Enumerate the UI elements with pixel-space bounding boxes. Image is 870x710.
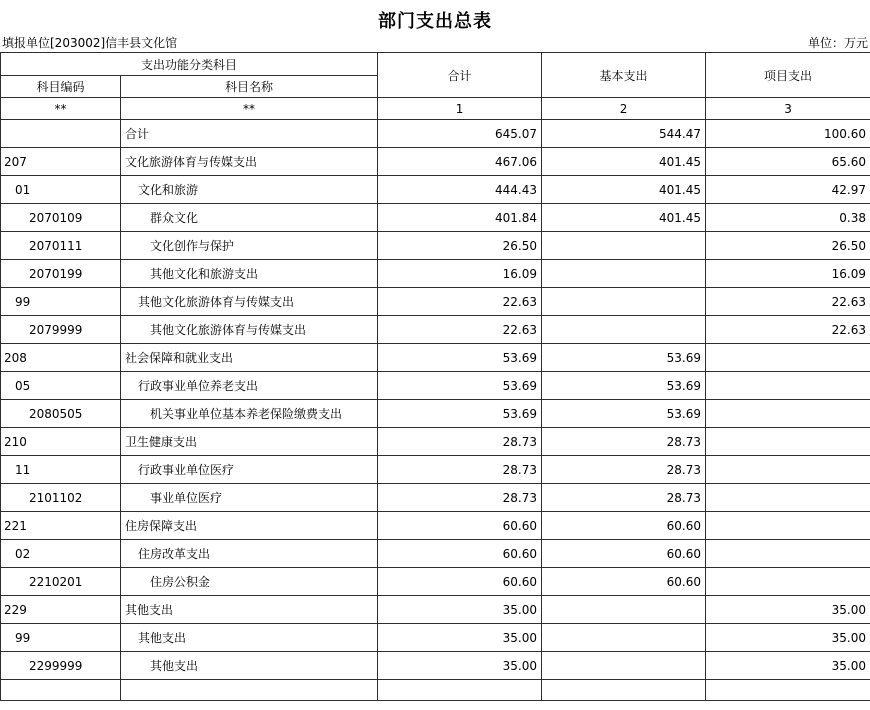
cell-code: 2070111 bbox=[1, 232, 121, 260]
cell-total: 28.73 bbox=[378, 456, 542, 484]
cell-project bbox=[706, 400, 870, 428]
table-row bbox=[1, 204, 870, 232]
cell-project bbox=[706, 484, 870, 512]
table-row bbox=[1, 428, 870, 456]
cell-project bbox=[706, 344, 870, 372]
cell-project: 22.63 bbox=[706, 316, 870, 344]
header-total: 合计 bbox=[378, 53, 542, 98]
cell-basic bbox=[542, 596, 706, 624]
cell-name: 住房改革支出 bbox=[121, 540, 378, 568]
header-row-3 bbox=[1, 98, 870, 120]
cell-code: 2070199 bbox=[1, 260, 121, 288]
cell-code: 05 bbox=[1, 372, 121, 400]
cell-code bbox=[1, 120, 121, 148]
table-body bbox=[1, 120, 870, 701]
cell-name: 卫生健康支出 bbox=[121, 428, 378, 456]
cell-project bbox=[706, 680, 870, 701]
cell-code: 2210201 bbox=[1, 568, 121, 596]
cell-basic: 60.60 bbox=[542, 512, 706, 540]
cell-code: 99 bbox=[1, 624, 121, 652]
cell-code: 01 bbox=[1, 176, 121, 204]
cell-project bbox=[706, 372, 870, 400]
cell-basic bbox=[542, 680, 706, 701]
cell-basic: 28.73 bbox=[542, 484, 706, 512]
cell-total: 22.63 bbox=[378, 316, 542, 344]
header-code: 科目编码 bbox=[1, 76, 121, 98]
cell-basic: 401.45 bbox=[542, 148, 706, 176]
cell-basic: 60.60 bbox=[542, 540, 706, 568]
cell-basic: 544.47 bbox=[542, 120, 706, 148]
cell-basic: 401.45 bbox=[542, 204, 706, 232]
cell-basic: 53.69 bbox=[542, 344, 706, 372]
cell-name: 其他文化旅游体育与传媒支出 bbox=[121, 288, 378, 316]
table-row bbox=[1, 596, 870, 624]
table-row bbox=[1, 512, 870, 540]
report-unit-label: 填报单位[203002]信丰县文化馆 bbox=[2, 36, 178, 50]
cell-code: 02 bbox=[1, 540, 121, 568]
cell-total: 35.00 bbox=[378, 652, 542, 680]
cell-total: 467.06 bbox=[378, 148, 542, 176]
cell-project: 0.38 bbox=[706, 204, 870, 232]
cell-name bbox=[121, 680, 378, 701]
cell-code: 207 bbox=[1, 148, 121, 176]
cell-total: 22.63 bbox=[378, 288, 542, 316]
cell-total: 60.60 bbox=[378, 540, 542, 568]
cell-code: 229 bbox=[1, 596, 121, 624]
cell-project: 16.09 bbox=[706, 260, 870, 288]
cell-project: 35.00 bbox=[706, 596, 870, 624]
cell-total: 401.84 bbox=[378, 204, 542, 232]
cell-basic bbox=[542, 260, 706, 288]
table-row bbox=[1, 176, 870, 204]
table-row bbox=[1, 568, 870, 596]
cell-basic: 28.73 bbox=[542, 428, 706, 456]
cell-project: 26.50 bbox=[706, 232, 870, 260]
cell-total: 53.69 bbox=[378, 400, 542, 428]
table-row bbox=[1, 456, 870, 484]
cell-name: 其他文化旅游体育与传媒支出 bbox=[121, 316, 378, 344]
cell-code: 2070109 bbox=[1, 204, 121, 232]
cell-basic: 401.45 bbox=[542, 176, 706, 204]
table-row bbox=[1, 400, 870, 428]
cell-code: 210 bbox=[1, 428, 121, 456]
expenditure-table bbox=[0, 52, 870, 701]
cell-project bbox=[706, 540, 870, 568]
cell-code: 2299999 bbox=[1, 652, 121, 680]
page-title: 部门支出总表 bbox=[378, 11, 492, 32]
header-func-class: 支出功能分类科目 bbox=[1, 53, 378, 76]
table-row bbox=[1, 260, 870, 288]
cell-total: 26.50 bbox=[378, 232, 542, 260]
cell-total: 645.07 bbox=[378, 120, 542, 148]
table-row bbox=[1, 680, 870, 701]
header-name: 科目名称 bbox=[121, 76, 378, 98]
table-row bbox=[1, 316, 870, 344]
cell-basic bbox=[542, 652, 706, 680]
cell-project bbox=[706, 428, 870, 456]
table-row bbox=[1, 344, 870, 372]
cell-name: 行政事业单位养老支出 bbox=[121, 372, 378, 400]
cell-basic: 53.69 bbox=[542, 400, 706, 428]
cell-code: 11 bbox=[1, 456, 121, 484]
cell-name: 其他文化和旅游支出 bbox=[121, 260, 378, 288]
cell-code: 2080505 bbox=[1, 400, 121, 428]
cell-project: 35.00 bbox=[706, 624, 870, 652]
cell-basic: 53.69 bbox=[542, 372, 706, 400]
cell-basic: 28.73 bbox=[542, 456, 706, 484]
table-row bbox=[1, 484, 870, 512]
header-row-1 bbox=[1, 53, 870, 76]
cell-project: 100.60 bbox=[706, 120, 870, 148]
subtitle-bar bbox=[0, 33, 870, 52]
cell-total: 60.60 bbox=[378, 512, 542, 540]
cell-code bbox=[1, 680, 121, 701]
cell-total: 28.73 bbox=[378, 484, 542, 512]
table-row bbox=[1, 624, 870, 652]
cell-code: 221 bbox=[1, 512, 121, 540]
cell-code: 99 bbox=[1, 288, 121, 316]
cell-total: 28.73 bbox=[378, 428, 542, 456]
table-header bbox=[1, 53, 870, 120]
header-code-mark: ** bbox=[1, 98, 121, 120]
cell-basic bbox=[542, 624, 706, 652]
cell-project: 35.00 bbox=[706, 652, 870, 680]
cell-name: 其他支出 bbox=[121, 652, 378, 680]
cell-project bbox=[706, 512, 870, 540]
cell-project bbox=[706, 568, 870, 596]
cell-basic bbox=[542, 316, 706, 344]
cell-name: 文化旅游体育与传媒支出 bbox=[121, 148, 378, 176]
cell-total: 16.09 bbox=[378, 260, 542, 288]
cell-basic bbox=[542, 232, 706, 260]
cell-code: 208 bbox=[1, 344, 121, 372]
header-project: 项目支出 bbox=[706, 53, 870, 98]
table-row bbox=[1, 540, 870, 568]
cell-code: 2101102 bbox=[1, 484, 121, 512]
header-col-num-2: 2 bbox=[542, 98, 706, 120]
table-row bbox=[1, 652, 870, 680]
cell-project: 42.97 bbox=[706, 176, 870, 204]
cell-name: 机关事业单位基本养老保险缴费支出 bbox=[121, 400, 378, 428]
cell-total: 53.69 bbox=[378, 372, 542, 400]
cell-total: 35.00 bbox=[378, 624, 542, 652]
cell-name: 合计 bbox=[121, 120, 378, 148]
table-row bbox=[1, 372, 870, 400]
cell-name: 其他支出 bbox=[121, 596, 378, 624]
cell-name: 文化和旅游 bbox=[121, 176, 378, 204]
cell-name: 住房公积金 bbox=[121, 568, 378, 596]
cell-basic: 60.60 bbox=[542, 568, 706, 596]
header-name-mark: ** bbox=[121, 98, 378, 120]
cell-project: 22.63 bbox=[706, 288, 870, 316]
cell-name: 事业单位医疗 bbox=[121, 484, 378, 512]
header-basic: 基本支出 bbox=[542, 53, 706, 98]
cell-project bbox=[706, 456, 870, 484]
cell-name: 群众文化 bbox=[121, 204, 378, 232]
cell-total: 444.43 bbox=[378, 176, 542, 204]
cell-total: 60.60 bbox=[378, 568, 542, 596]
cell-basic bbox=[542, 288, 706, 316]
cell-name: 住房保障支出 bbox=[121, 512, 378, 540]
cell-name: 文化创作与保护 bbox=[121, 232, 378, 260]
header-col-num-3: 3 bbox=[706, 98, 870, 120]
cell-total: 53.69 bbox=[378, 344, 542, 372]
cell-total: 35.00 bbox=[378, 596, 542, 624]
table-row bbox=[1, 120, 870, 148]
cell-total bbox=[378, 680, 542, 701]
cell-name: 行政事业单位医疗 bbox=[121, 456, 378, 484]
unit-note-label: 单位：万元 bbox=[807, 36, 868, 50]
table-row bbox=[1, 148, 870, 176]
header-col-num-1: 1 bbox=[378, 98, 542, 120]
cell-name: 社会保障和就业支出 bbox=[121, 344, 378, 372]
table-row bbox=[1, 232, 870, 260]
cell-project: 65.60 bbox=[706, 148, 870, 176]
table-row bbox=[1, 288, 870, 316]
cell-name: 其他支出 bbox=[121, 624, 378, 652]
cell-code: 2079999 bbox=[1, 316, 121, 344]
